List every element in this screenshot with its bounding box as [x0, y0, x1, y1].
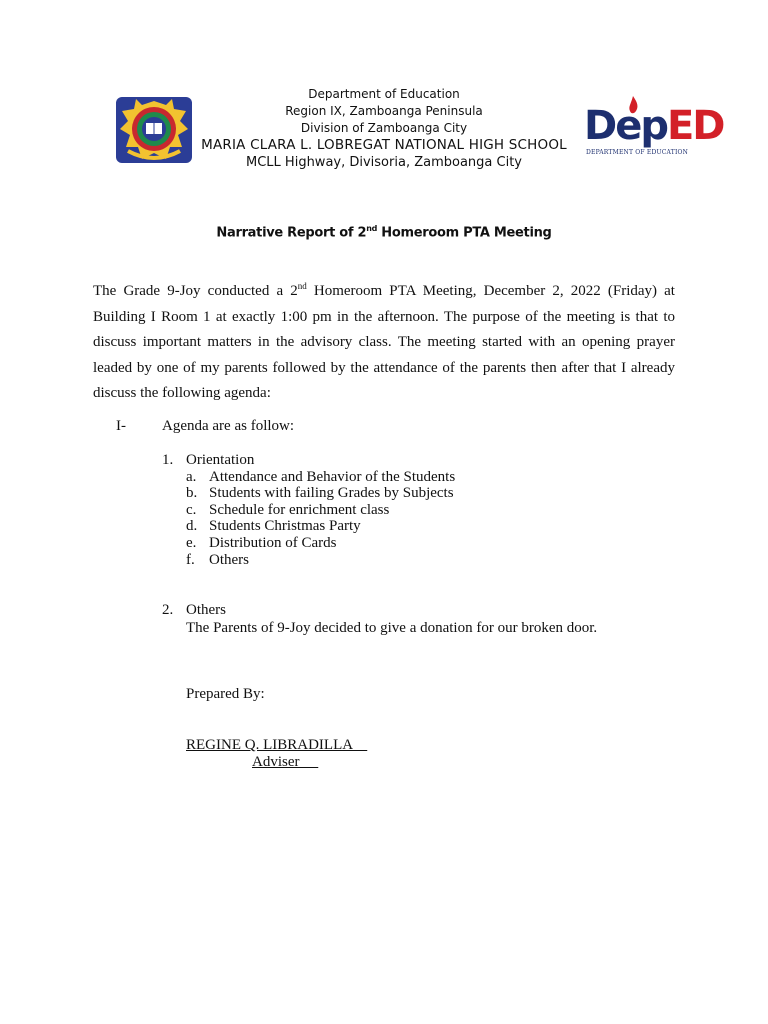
- report-title: Narrative Report of 2nd Homeroom PTA Meeting: [216, 224, 552, 241]
- narrative-paragraph: The Grade 9-Joy conducted a 2nd Homeroom PTA Meeting, December 2, 2022 (Friday) at Building I Room 1 at exactly 1:00 pm in the afternoon. The purpose of the meeting is that to discuss important matters in the advisory class. The meeting started with an opening prayer leaded by one of my parents followed by the attendance of the parents then after that I already discuss the following agenda:: [93, 281, 675, 401]
- agenda-item-number: 1.: [162, 452, 174, 468]
- agenda-heading: Agenda are as follow:: [162, 418, 295, 434]
- subitem-letter: d.: [186, 518, 198, 535]
- region-line: Region IX, Zamboanga Peninsula: [285, 104, 483, 118]
- deped-logo-dep: Dep: [584, 103, 667, 149]
- deped-logo-caption: DEPARTMENT OF EDUCATION: [586, 149, 689, 156]
- subitem-letter: e.: [186, 535, 197, 551]
- subitem-letter: b.: [186, 485, 198, 502]
- subitem-letter: f.: [186, 551, 195, 568]
- agenda-item-note: The Parents of 9-Joy decided to give a donation for our broken door.: [186, 620, 598, 636]
- division-line: Division of Zamboanga City: [300, 121, 468, 135]
- subitem-text: Distribution of Cards: [209, 535, 337, 551]
- school-name: MARIA CLARA L. LOBREGAT NATIONAL HIGH SCHOOL: [201, 137, 567, 153]
- subitem-text: Students with failing Grades by Subjects: [209, 485, 454, 502]
- prepared-by-label: Prepared By:: [186, 686, 265, 702]
- subitem-text: Students Christmas Party: [209, 518, 361, 535]
- agenda-item-number: 2.: [162, 602, 174, 618]
- adviser-name: REGINE Q. LIBRADILLA: [186, 737, 368, 753]
- deped-logo-ed: ED: [666, 103, 724, 149]
- school-address: MCLL Highway, Divisoria, Zamboanga City: [246, 155, 522, 170]
- department-line: Department of Education: [308, 87, 460, 101]
- subitem-text: Others: [209, 551, 249, 568]
- subitem-letter: a.: [186, 468, 197, 485]
- agenda-item-orientation: Orientation: [186, 452, 255, 468]
- agenda-item-others: Others: [186, 602, 226, 618]
- agenda-roman-numeral: I-: [116, 418, 126, 434]
- letterhead: [170, 86, 598, 171]
- deped-logo: [584, 96, 724, 160]
- subitem-text: Schedule for enrichment class: [209, 501, 390, 518]
- adviser-role: Adviser: [252, 754, 319, 770]
- subitem-text: Attendance and Behavior of the Students: [209, 468, 456, 485]
- subitem-letter: c.: [186, 501, 197, 518]
- school-seal-logo: [108, 95, 200, 165]
